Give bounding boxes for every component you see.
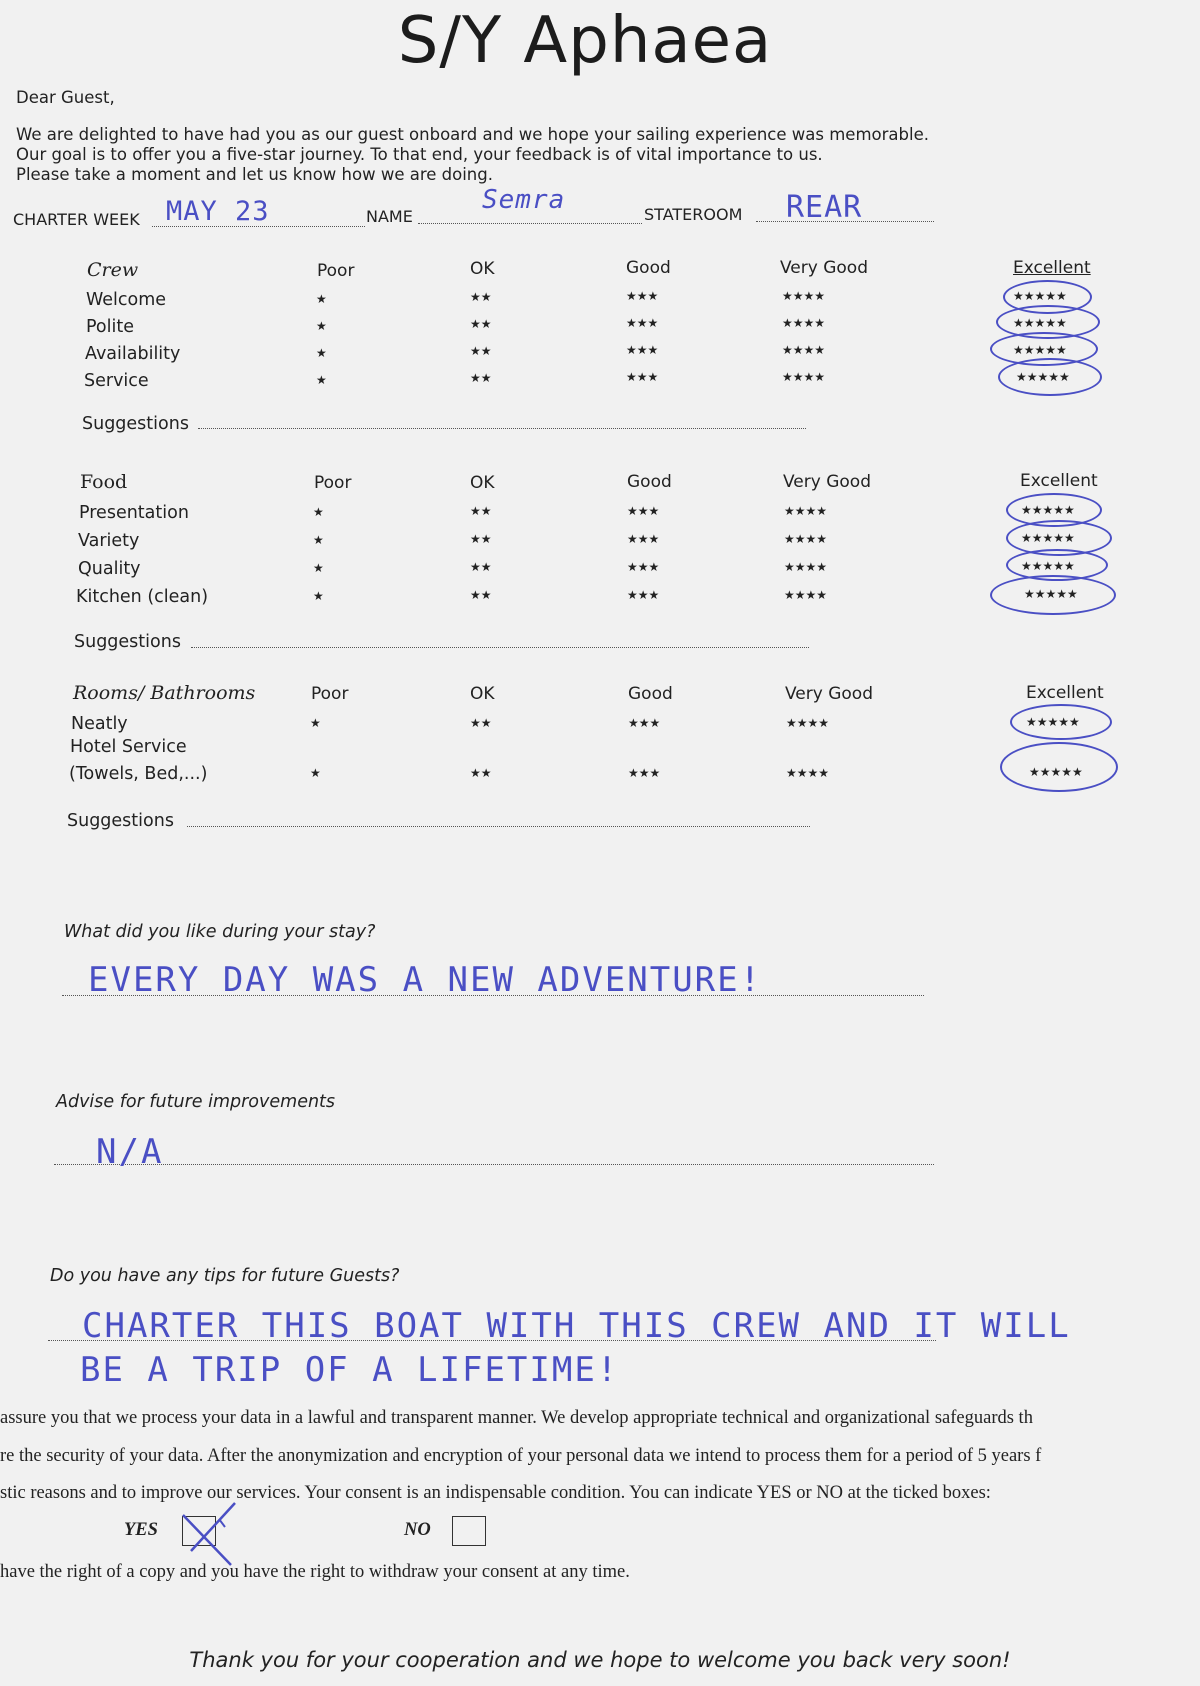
name-value[interactable]: Semra xyxy=(482,185,566,215)
star-option-excellent[interactable]: ★★★★★ xyxy=(1029,765,1083,779)
selection-circle xyxy=(998,358,1102,396)
star-option-excellent[interactable]: ★★★★★ xyxy=(1016,370,1070,384)
star-option-very-good[interactable]: ★★★★ xyxy=(786,716,830,730)
star-option-very-good[interactable]: ★★★★ xyxy=(784,560,828,574)
star-option-excellent[interactable]: ★★★★★ xyxy=(1013,289,1067,303)
charter-week-label: CHARTER WEEK xyxy=(13,210,140,229)
star-option-poor[interactable]: ★ xyxy=(316,373,327,387)
column-poor: Poor xyxy=(314,473,352,493)
suggestions-line-rooms[interactable] xyxy=(187,826,810,827)
suggestions-label-food: Suggestions xyxy=(74,632,181,652)
star-option-very-good[interactable]: ★★★★ xyxy=(782,316,826,330)
star-option-excellent[interactable]: ★★★★★ xyxy=(1021,503,1075,517)
question-improvements: Advise for future improvements xyxy=(56,1092,336,1112)
name-label: NAME xyxy=(366,207,413,226)
star-option-very-good[interactable]: ★★★★ xyxy=(786,766,830,780)
closing-message: Thank you for your cooperation and we hope to welcome you back very soon! xyxy=(189,1648,1011,1672)
star-option-excellent[interactable]: ★★★★★ xyxy=(1021,559,1075,573)
column-good: Good xyxy=(626,258,671,278)
suggestions-label-crew: Suggestions xyxy=(82,414,189,434)
consent-yes-label: YES xyxy=(124,1520,158,1540)
page-title: S/Y Aphaea xyxy=(397,4,773,78)
star-option-good[interactable]: ★★★ xyxy=(628,716,661,730)
row-label-service: Service xyxy=(84,371,149,391)
star-option-very-good[interactable]: ★★★★ xyxy=(784,588,828,602)
star-option-ok[interactable]: ★★ xyxy=(470,371,492,385)
answer-tips-line-1[interactable]: CHARTER THIS BOAT WITH THIS CREW AND IT WILL xyxy=(82,1306,1071,1346)
consent-text-line-3: stic reasons and to improve our services. Your consent is an indispensable condition. You can indicate YES or NO at the ticked boxes: xyxy=(0,1483,991,1503)
column-very-good: Very Good xyxy=(780,258,868,278)
column-very-good: Very Good xyxy=(783,472,871,492)
star-option-good[interactable]: ★★★ xyxy=(626,289,659,303)
star-option-good[interactable]: ★★★ xyxy=(626,370,659,384)
row-label-availability: Availability xyxy=(85,344,181,364)
star-option-poor[interactable]: ★ xyxy=(313,561,324,575)
row-label-kitchen-clean: Kitchen (clean) xyxy=(76,587,209,607)
star-option-poor[interactable]: ★ xyxy=(310,766,321,780)
section-title-food: Food xyxy=(80,471,128,493)
star-option-ok[interactable]: ★★ xyxy=(470,504,492,518)
intro-line-1: We are delighted to have had you as our guest onboard and we hope your sailing experience was memorable. xyxy=(16,125,929,144)
star-option-good[interactable]: ★★★ xyxy=(626,343,659,357)
row-label-towels-bed: (Towels, Bed,...) xyxy=(69,764,208,784)
charter-week-value[interactable]: MAY 23 xyxy=(166,196,270,227)
consent-yes-checkbox[interactable] xyxy=(182,1516,216,1546)
greeting: Dear Guest, xyxy=(16,88,115,107)
selection-circle xyxy=(1000,742,1118,792)
row-label-welcome: Welcome xyxy=(86,290,167,310)
star-option-ok[interactable]: ★★ xyxy=(470,344,492,358)
selection-circle xyxy=(990,575,1116,615)
answer-line-improvements xyxy=(54,1164,934,1165)
star-option-ok[interactable]: ★★ xyxy=(470,766,492,780)
column-excellent: Excellent xyxy=(1026,683,1104,703)
suggestions-line-crew[interactable] xyxy=(198,428,806,429)
row-label-quality: Quality xyxy=(78,559,141,579)
star-option-ok[interactable]: ★★ xyxy=(470,317,492,331)
answer-liked[interactable]: EVERY DAY WAS A NEW ADVENTURE! xyxy=(88,960,763,1000)
row-label-polite: Polite xyxy=(86,317,134,337)
answer-improvements[interactable]: N/A xyxy=(96,1132,164,1172)
column-excellent: Excellent xyxy=(1020,471,1098,491)
section-title-rooms-bathrooms: Rooms/ Bathrooms xyxy=(73,682,256,704)
suggestions-label-rooms: Suggestions xyxy=(67,811,174,831)
star-option-excellent[interactable]: ★★★★★ xyxy=(1013,316,1067,330)
intro-line-2: Our goal is to offer you a five-star journey. To that end, your feedback is of vital importance to us. xyxy=(16,145,823,164)
stateroom-label: STATEROOM xyxy=(644,205,743,224)
star-option-very-good[interactable]: ★★★★ xyxy=(784,504,828,518)
consent-text-line-1: assure you that we process your data in a lawful and transparent manner. We develop appropriate technical and organizational safeguards th xyxy=(0,1408,1033,1428)
star-option-excellent[interactable]: ★★★★★ xyxy=(1021,531,1075,545)
row-label-hotel-service: Hotel Service xyxy=(70,737,187,757)
row-label-neatly: Neatly xyxy=(71,714,128,734)
row-label-variety: Variety xyxy=(78,531,140,551)
question-liked: What did you like during your stay? xyxy=(64,922,376,942)
row-label-presentation: Presentation xyxy=(79,503,189,523)
star-option-very-good[interactable]: ★★★★ xyxy=(784,532,828,546)
column-ok: OK xyxy=(470,684,495,704)
star-option-very-good[interactable]: ★★★★ xyxy=(782,343,826,357)
star-option-excellent[interactable]: ★★★★★ xyxy=(1024,587,1078,601)
star-option-poor[interactable]: ★ xyxy=(316,346,327,360)
column-poor: Poor xyxy=(311,684,349,704)
star-option-ok[interactable]: ★★ xyxy=(470,716,492,730)
column-very-good: Very Good xyxy=(785,684,873,704)
star-option-good[interactable]: ★★★ xyxy=(627,532,660,546)
selection-circle xyxy=(1010,704,1112,740)
column-excellent: Excellent xyxy=(1013,258,1091,278)
consent-text-line-4: have the right of a copy and you have the right to withdraw your consent at any time. xyxy=(0,1562,630,1582)
star-option-good[interactable]: ★★★ xyxy=(627,588,660,602)
star-option-very-good[interactable]: ★★★★ xyxy=(782,370,826,384)
star-option-good[interactable]: ★★★ xyxy=(626,316,659,330)
name-line xyxy=(418,223,642,224)
star-option-good[interactable]: ★★★ xyxy=(627,504,660,518)
star-option-poor[interactable]: ★ xyxy=(313,589,324,603)
intro-line-3: Please take a moment and let us know how we are doing. xyxy=(16,165,493,184)
consent-text-line-2: re the security of your data. After the anonymization and encryption of your personal data we intend to process them for a period of 5 years f xyxy=(0,1446,1042,1466)
column-ok: OK xyxy=(470,473,495,493)
question-tips: Do you have any tips for future Guests? xyxy=(50,1266,400,1286)
consent-no-label: NO xyxy=(404,1520,431,1540)
star-option-excellent[interactable]: ★★★★★ xyxy=(1026,715,1080,729)
column-poor: Poor xyxy=(317,261,355,281)
star-option-ok[interactable]: ★★ xyxy=(470,588,492,602)
column-good: Good xyxy=(628,684,673,704)
column-good: Good xyxy=(627,472,672,492)
star-option-excellent[interactable]: ★★★★★ xyxy=(1013,343,1067,357)
column-ok: OK xyxy=(470,259,495,279)
star-option-poor[interactable]: ★ xyxy=(310,716,321,730)
star-option-ok[interactable]: ★★ xyxy=(470,560,492,574)
section-title-crew: Crew xyxy=(87,259,139,281)
suggestions-line-food[interactable] xyxy=(191,647,809,648)
star-option-poor[interactable]: ★ xyxy=(316,292,327,306)
star-option-poor[interactable]: ★ xyxy=(316,319,327,333)
star-option-poor[interactable]: ★ xyxy=(313,505,324,519)
star-option-very-good[interactable]: ★★★★ xyxy=(782,289,826,303)
star-option-poor[interactable]: ★ xyxy=(313,533,324,547)
star-option-ok[interactable]: ★★ xyxy=(470,532,492,546)
star-option-good[interactable]: ★★★ xyxy=(628,766,661,780)
answer-tips-line-2[interactable]: BE A TRIP OF A LIFETIME! xyxy=(80,1350,620,1390)
star-option-good[interactable]: ★★★ xyxy=(627,560,660,574)
star-option-ok[interactable]: ★★ xyxy=(470,290,492,304)
consent-no-checkbox[interactable] xyxy=(452,1516,486,1546)
stateroom-value[interactable]: REAR xyxy=(786,190,863,225)
